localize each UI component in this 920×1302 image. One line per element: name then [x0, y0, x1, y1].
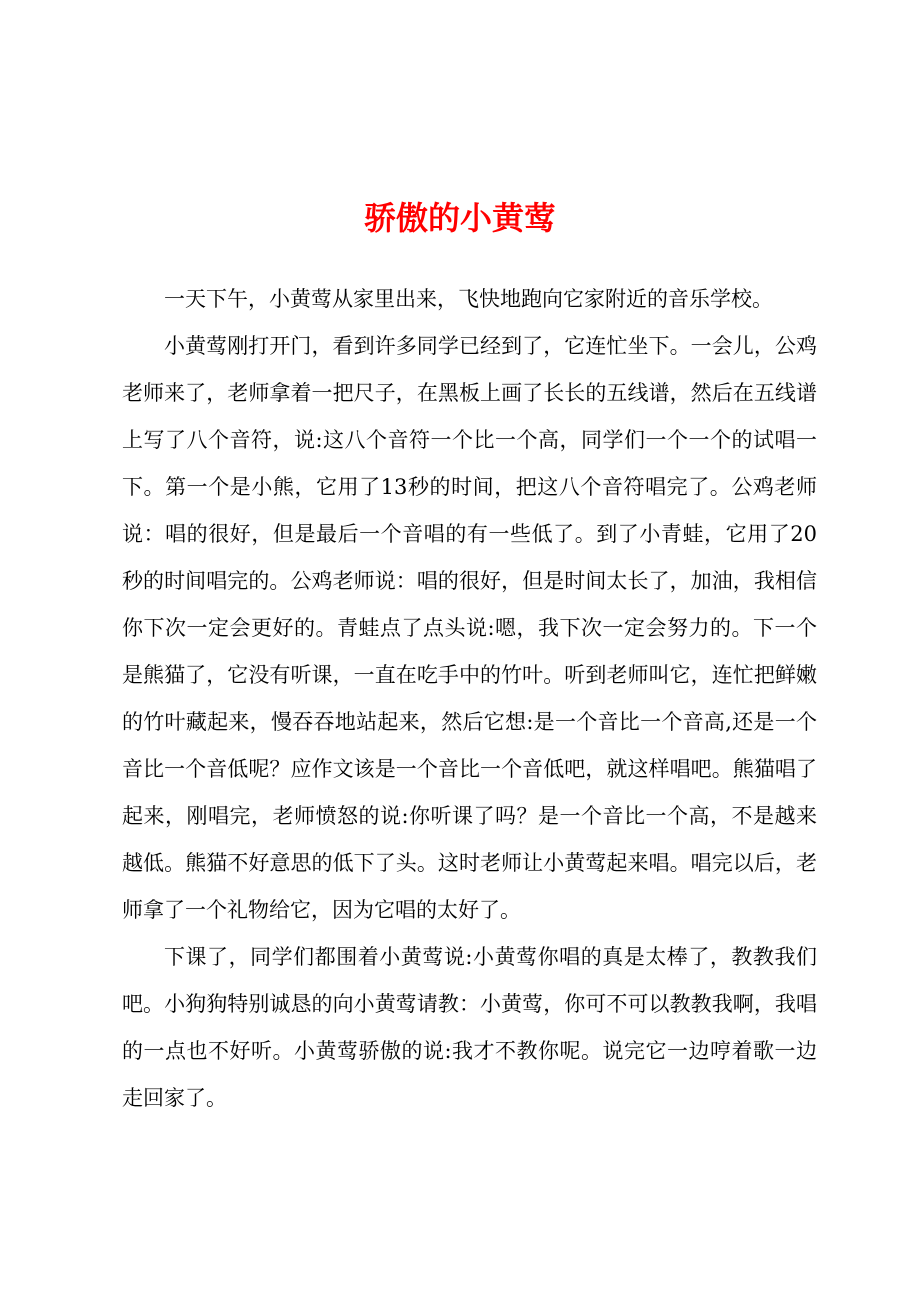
paragraph-1: 一天下午，小黄莺从家里出来，飞快地跑向它家附近的音乐学校。	[164, 287, 773, 311]
paragraph-2: 小黄莺刚打开门，看到许多同学已经到了，它连忙坐下。一会儿，公鸡老师来了，老师拿着一把尺子，在黑板上画了长长的五线谱，然后在五线谱上写了八个音符，说:这八个音符一个比一个高，同学们一个一个的试唱一下。第一个是小熊，它用了13秒的时间，把这八个音符唱完了。公鸡老师说：唱的很好，但是最后一个音唱的有一些低了。到了小青蛙，它用了20秒的时间唱完的。公鸡老师说：唱的很好，但是时间太长了，加油，我相信你下次一定会更好的。青蛙点了点头说:嗯，我下次一定会努力的。下一个是熊猫了，它没有听课，一直在吃手中的竹叶。听到老师叫它，连忙把鲜嫩的竹叶藏起来，慢吞吞地站起来，然后它想:是一个音比一个音高,还是一个音比一个音低呢？应作文该是一个音比一个音低吧，就这样唱吧。熊猫唱了起来，刚唱完，老师愤怒的说:你听课了吗？是一个音比一个高，不是越来越低。熊猫不好意思的低下了头。这时老师让小黄莺起来唱。唱完以后，老师拿了一个礼物给它，因为它唱的太好了。	[122, 334, 817, 922]
paragraph-3: 下课了，同学们都围着小黄莺说:小黄莺你唱的真是太棒了，教教我们吧。小狗狗特别诚恳的向小黄莺请教：小黄莺，你可不可以教教我啊，我唱的一点也不好听。小黄莺骄傲的说:我才不教你呢。说完它一边哼着歌一边走回家了。	[122, 945, 817, 1110]
document-title: 骄傲的小黄莺	[363, 199, 556, 237]
document-body	[122, 276, 817, 1122]
